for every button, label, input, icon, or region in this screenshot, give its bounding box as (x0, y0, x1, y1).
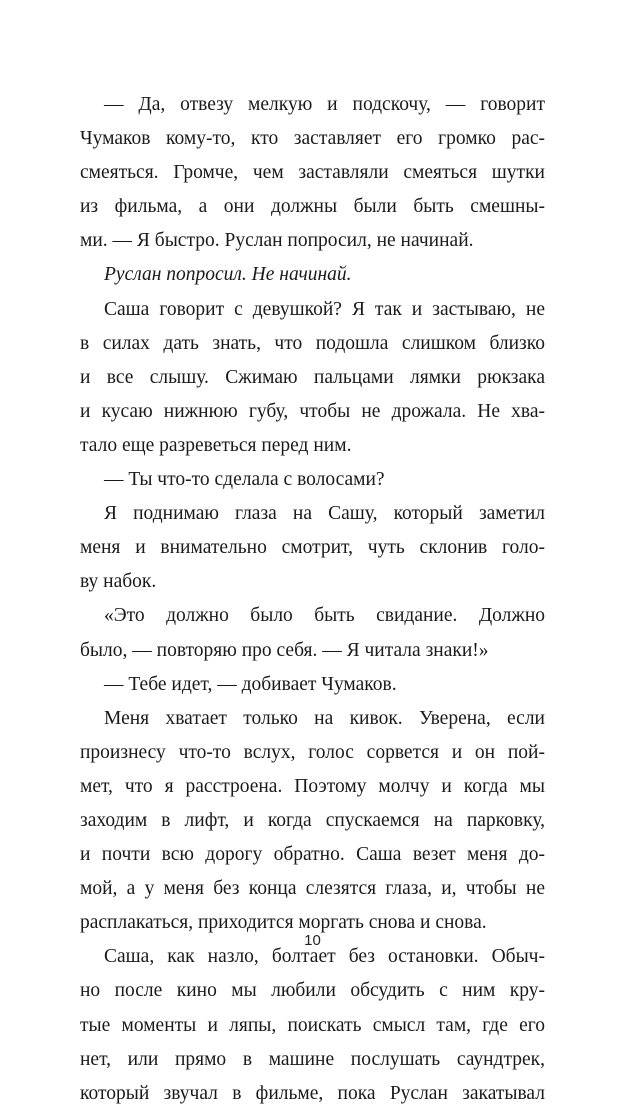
text-line: тало еще разреветься перед ним. (80, 434, 352, 456)
text-line: «Это должно было быть свидание. Должно (104, 605, 545, 627)
text-line: тые моменты и ляпы, поискать смысл там, где его (80, 1014, 545, 1036)
text-line: Чумаков кому-то, кто заставляет его громко рас- (80, 128, 545, 150)
text-line: нет, или прямо в машине послушать саундтрек, (80, 1048, 545, 1070)
text-line: мой, а у меня без конца слезятся глаза, и, чтобы не (80, 878, 545, 900)
text-line: в силах дать знать, что подошла слишком близко (80, 332, 545, 354)
text-line: Я поднимаю глаза на Сашу, который заметил (104, 503, 545, 525)
text-line: мет, что я расстроена. Поэтому молчу и когда мы (80, 775, 545, 797)
text-line: Саша, как назло, болтает без остановки. Обыч- (104, 946, 545, 968)
italic-thought-line: Руслан попросил. Не начинай. (104, 264, 352, 286)
text-line: смеяться. Громче, чем заставляли смеяться шутки (80, 162, 545, 184)
dialogue-line: — Ты что-то сделала с волосами? (104, 469, 385, 491)
text-line: произнесу что-то вслух, голос сорвется и он пой- (80, 741, 545, 763)
text-line: который звучал в фильме, пока Руслан закатывал (80, 1082, 545, 1104)
text-line: и все слышу. Сжимаю пальцами лямки рюкзака (80, 366, 545, 388)
text-line: было, — повторяю про себя. — Я читала знаки!» (80, 639, 489, 661)
text-line: заходим в лифт, и когда спускаемся на парковку, (80, 809, 545, 831)
text-line: — Да, отвезу мелкую и подскочу, — говорит (104, 94, 545, 115)
page-number: 10 (304, 932, 321, 949)
text-line: Меня хватает только на кивок. Уверена, если (104, 707, 545, 729)
text-line: но после кино мы любили обсудить с ним кру- (80, 980, 545, 1002)
dialogue-line: — Тебе идет, — добивает Чумаков. (104, 673, 397, 695)
text-line: и почти всю дорогу обратно. Саша везет меня до- (80, 844, 545, 866)
text-line: из фильма, а они должны были быть смешны- (80, 196, 545, 218)
body-text (80, 88, 545, 1111)
text-line: Саша говорит с девушкой? Я так и застываю, не (104, 298, 545, 320)
text-line: меня и внимательно смотрит, чуть склонив голо- (80, 537, 545, 559)
text-line: ву набок. (80, 571, 157, 593)
text-line: ми. — Я быстро. Руслан попросил, не начинай. (80, 230, 474, 252)
text-line: расплакаться, приходится моргать снова и снова. (80, 912, 487, 934)
text-line: и кусаю нижнюю губу, чтобы не дрожала. Не хва- (80, 400, 545, 422)
